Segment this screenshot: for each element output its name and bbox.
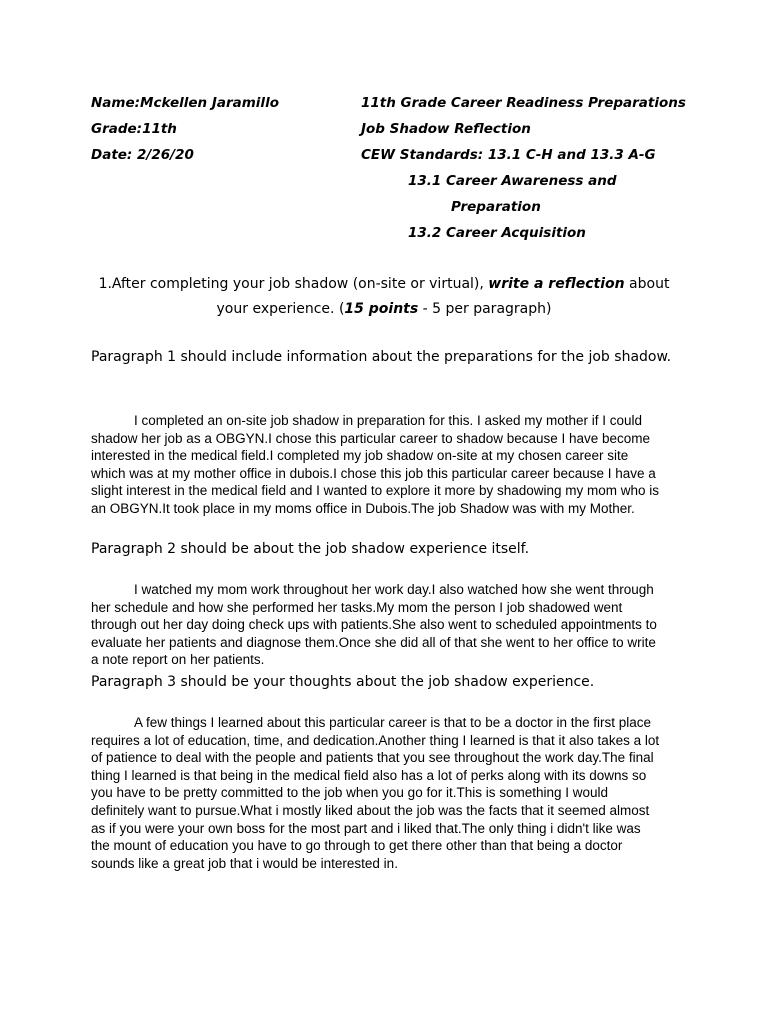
prompt-line-1-pre: 1.After completing your job shadow (on-site or virtual), — [98, 276, 489, 292]
standard-2: 13.2 Career Acquisition — [408, 225, 586, 241]
student-grade: Grade:11th — [91, 121, 177, 137]
paragraph-2-text: I watched my mom work throughout her work day.I also watched how she went through her schedule and how she performed her tasks.My mom the person I job shadowed went through out her day doing check ups with patients.She also went to scheduled appointments to evaluate her patients and diagnose them.Once she did all of that she went to her office to write a note report on her patients. — [91, 582, 657, 668]
assignment-title: Job Shadow Reflection — [361, 121, 531, 137]
prompt-points: 15 points — [344, 301, 419, 317]
paragraph-1-text: I completed an on-site job shadow in preparation for this. I asked my mother if I could shadow her job as a OBGYN.I chose this particular career to shadow because I have become interested in the medical field.I completed my job shadow on-site at my chosen career site which was at my mother office in dubois.I chose this job this particular career because I have a slight interest in the medical field and I wanted to explore it more by shadowing my mom who is an OBGYN.It took place in my moms office in Dubois.The job Shadow was with my Mother. — [91, 413, 660, 516]
prompt-line-1 — [0, 277, 768, 291]
assignment-date: Date: 2/26/20 — [91, 147, 194, 163]
prompt-emphasis: write a reflection — [488, 276, 625, 292]
prompt-line-2-post: - 5 per paragraph) — [418, 301, 552, 317]
course-title: 11th Grade Career Readiness Preparations — [361, 95, 686, 111]
paragraph-3-instruction: Paragraph 3 should be your thoughts about the job shadow experience. — [91, 674, 595, 690]
paragraph-3-text: A few things I learned about this particular career is that to be a doctor in the first place requires a lot of education, time, and dedication.Another thing I learned is that it also takes a lot of patience to deal with the people and patients that you see throughout the work day.The final thing I learned is that being in the medical field also has a lot of perks along with its downs so you have to be pretty committed to the job when you go for it.This is something I would definitely want to pursue.What i mostly liked about the job was the facts that it seemed almost as if you were your own boss for the most part and i liked that.The only thing i didn't like was the mount of education you have to go through to get there other than that being a doctor sounds like a great job that i would be interested in. — [91, 715, 660, 871]
standard-1-line2: Preparation — [451, 199, 541, 215]
prompt-line-2 — [0, 302, 768, 316]
paragraph-2-instruction: Paragraph 2 should be about the job shadow experience itself. — [91, 541, 530, 557]
paragraph-1-instruction: Paragraph 1 should include information about the preparations for the job shadow. — [91, 349, 672, 365]
standard-1-line1: 13.1 Career Awareness and — [408, 173, 617, 189]
student-name: Name:Mckellen Jaramillo — [91, 95, 279, 111]
standards-line: CEW Standards: 13.1 C-H and 13.3 A-G — [361, 147, 656, 163]
prompt-line-1-post: about — [624, 276, 670, 292]
prompt-line-2-pre: your experience. ( — [216, 301, 345, 317]
